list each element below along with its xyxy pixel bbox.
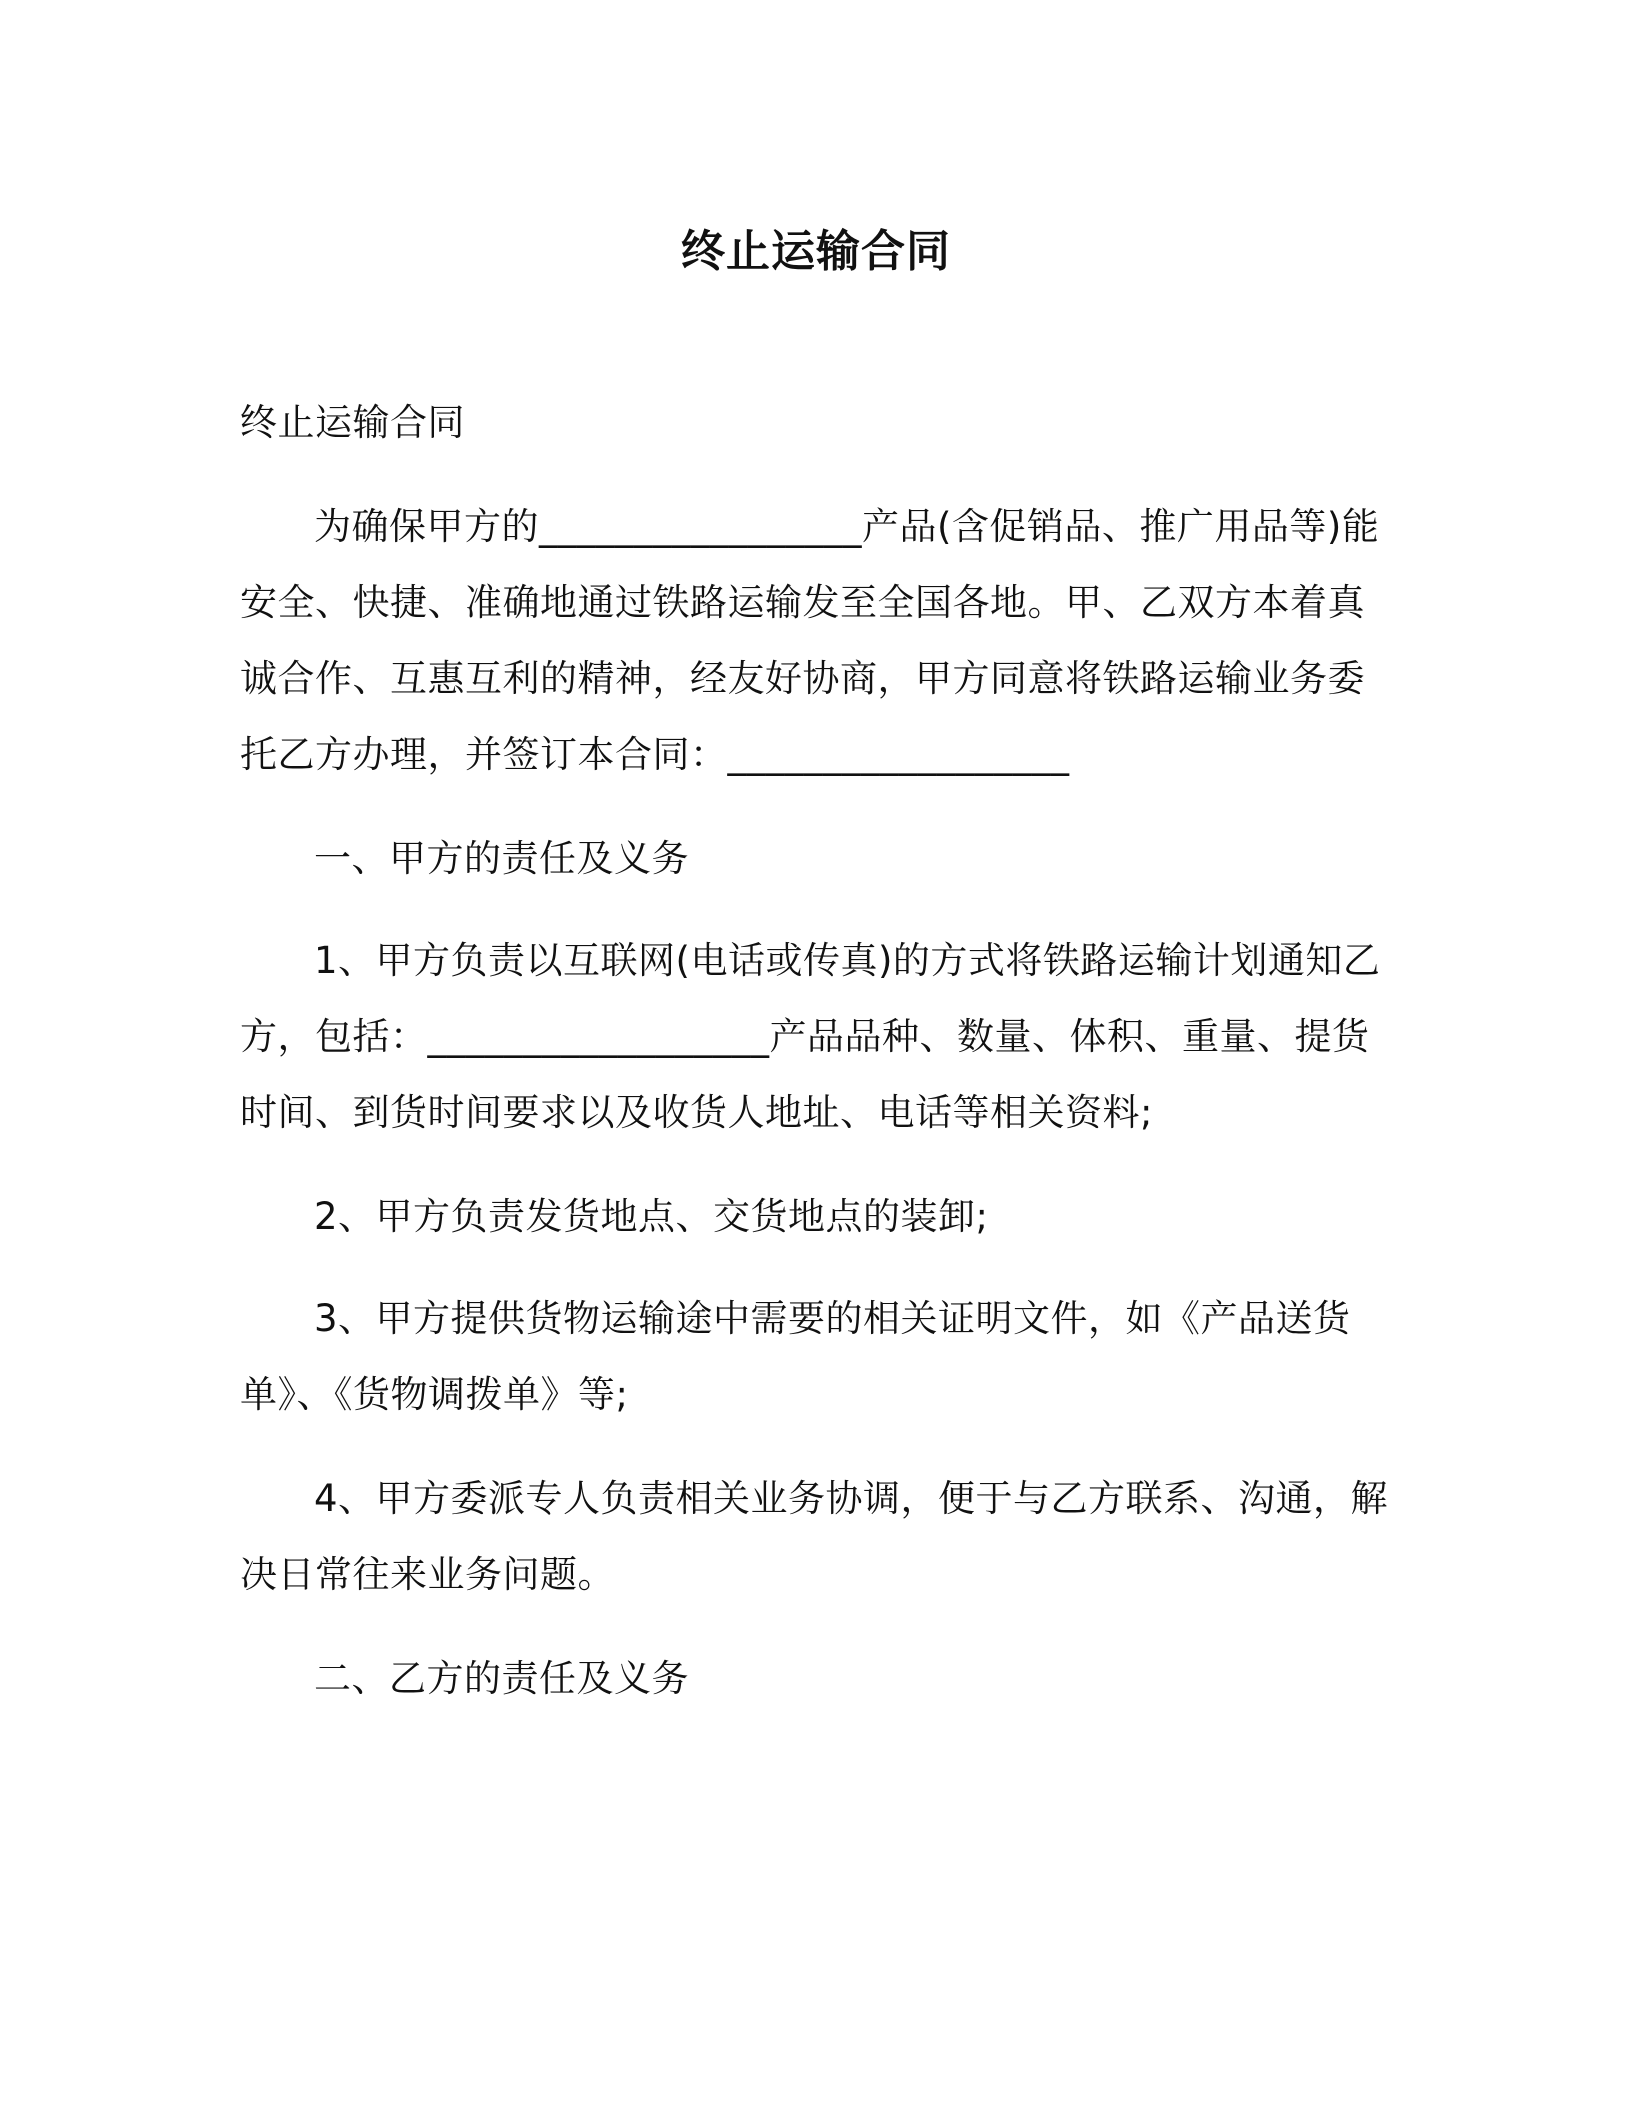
clause-line: 决日常往来业务问题。 xyxy=(240,1553,615,1596)
clause-line: 方，包括：__________________产品品种、数量、体积、重量、提货 xyxy=(240,1015,1370,1058)
clause-line: 2、甲方负责发货地点、交货地点的装卸; xyxy=(314,1195,989,1238)
intro-line: 为确保甲方的_________________产品(含促销品、推广用品等)能 xyxy=(314,505,1380,548)
intro-line: 安全、快捷、准确地通过铁路运输发至全国各地。甲、乙双方本着真 xyxy=(240,581,1365,624)
intro-line: 诚合作、互惠互利的精神，经友好协商，甲方同意将铁路运输业务委 xyxy=(240,657,1365,700)
section-heading-party-a: 一、甲方的责任及义务 xyxy=(314,837,689,880)
clause-line: 1、甲方负责以互联网(电话或传真)的方式将铁路运输计划通知乙 xyxy=(314,939,1381,982)
intro-line: 托乙方办理，并签订本合同：__________________ xyxy=(240,733,1070,776)
clause-line: 时间、到货时间要求以及收货人地址、电话等相关资料; xyxy=(240,1091,1153,1134)
document-subtitle: 终止运输合同 xyxy=(240,401,465,444)
clause-line: 单》、《货物调拨单》等; xyxy=(240,1373,629,1416)
clause-line: 4、甲方委派专人负责相关业务协调，便于与乙方联系、沟通，解 xyxy=(314,1477,1389,1520)
clause-line: 3、甲方提供货物运输途中需要的相关证明文件，如《产品送货 xyxy=(314,1297,1351,1340)
document-title: 终止运输合同 xyxy=(681,226,951,277)
section-heading-party-b: 二、乙方的责任及义务 xyxy=(314,1657,689,1700)
